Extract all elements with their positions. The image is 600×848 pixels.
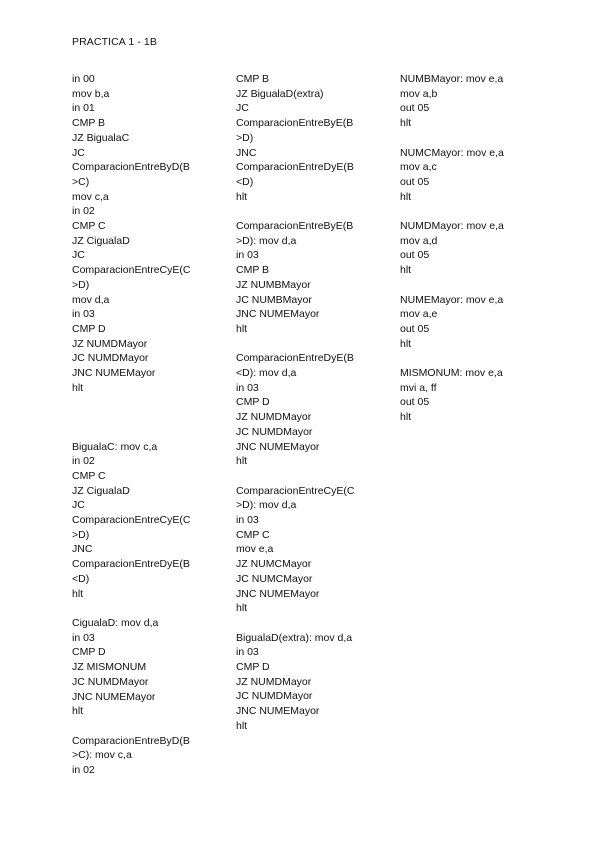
code-line: NUMDMayor: mov e,a	[400, 220, 504, 232]
code-line: <D)	[72, 572, 90, 585]
code-line: JZ NUMBMayor	[236, 278, 311, 291]
code-line: mov a,b	[400, 87, 438, 100]
code-line: mvi a, ff	[400, 381, 437, 394]
code-block	[236, 72, 394, 204]
code-line: hlt	[400, 190, 412, 203]
code-line: in 01	[72, 102, 95, 115]
code-block	[400, 72, 550, 131]
code-line: JNC NUMEMayor	[236, 440, 320, 453]
code-line: JZ MISMONUM	[72, 661, 147, 674]
code-line: JZ CigualaD	[72, 234, 130, 247]
code-line: ComparacionEntreDyE(B	[236, 161, 354, 174]
code-line: JC NUMDMayor	[236, 425, 313, 438]
code-line: >D): mov d,a	[236, 499, 297, 512]
code-line: JC	[236, 102, 249, 115]
code-line: JC NUMCMayor	[236, 572, 313, 585]
code-line: <D)	[236, 175, 254, 188]
code-line: in 02	[72, 764, 95, 776]
code-block	[400, 219, 550, 278]
code-block	[400, 146, 550, 205]
code-block	[400, 293, 550, 352]
code-line: mov a,d	[400, 234, 438, 247]
code-line: mov c,a	[72, 190, 109, 203]
code-line: hlt	[72, 381, 84, 394]
code-block	[72, 734, 230, 778]
code-line: hlt	[400, 264, 412, 277]
code-line: hlt	[236, 190, 248, 203]
code-line: CMP C	[72, 220, 106, 233]
code-line: in 02	[72, 205, 95, 218]
code-line: JZ BigualaC	[72, 131, 130, 144]
code-line: ComparacionEntreByE(B	[236, 117, 354, 130]
code-line: NUMEMayor: mov e,a	[400, 293, 504, 306]
code-line: hlt	[400, 117, 412, 130]
code-column-3	[400, 72, 550, 425]
code-line: NUMBMayor: mov e,a	[400, 73, 504, 85]
code-line: >C)	[72, 175, 90, 188]
code-line: out 05	[400, 396, 430, 409]
code-line: in 02	[72, 455, 95, 468]
code-line: >D): mov d,a	[236, 234, 297, 247]
code-line: JC NUMDMayor	[72, 675, 149, 688]
page-title: PRACTICA 1 - 1B	[72, 36, 157, 48]
code-line: JC	[72, 499, 85, 512]
code-block	[72, 616, 230, 719]
code-line: JZ CigualaD	[72, 484, 130, 497]
code-line: mov b,a	[72, 87, 110, 100]
code-line: in 03	[72, 308, 95, 321]
code-line: JNC	[236, 146, 257, 159]
code-line: ComparacionEntreDyE(B	[72, 558, 190, 571]
code-block	[72, 72, 230, 395]
code-line: JZ NUMCMayor	[236, 558, 312, 571]
code-line: JC	[72, 249, 85, 262]
code-line: CMP D	[72, 322, 106, 335]
code-line: hlt	[236, 719, 248, 732]
code-line: ComparacionEntreByE(B	[236, 220, 354, 233]
code-line: out 05	[400, 175, 430, 188]
code-line: NUMCMayor: mov e,a	[400, 146, 504, 159]
code-line: mov d,a	[72, 293, 110, 306]
code-line: JNC NUMEMayor	[72, 690, 156, 703]
code-line: out 05	[400, 249, 430, 262]
code-block	[400, 366, 550, 425]
code-line: ComparacionEntreCyE(C	[236, 484, 355, 497]
code-line: ComparacionEntreByD(B	[72, 734, 190, 747]
code-line: <D): mov d,a	[236, 367, 297, 380]
code-line: CigualaD: mov d,a	[72, 616, 159, 629]
code-line: CMP B	[236, 73, 270, 85]
code-line: JC NUMDMayor	[236, 690, 313, 703]
code-line: JZ BigualaD(extra)	[236, 87, 324, 100]
code-line: mov e,a	[236, 543, 274, 556]
code-line: hlt	[400, 411, 412, 424]
code-line: JC	[72, 146, 85, 159]
code-line: JNC NUMEMayor	[236, 587, 320, 600]
code-line: ComparacionEntreCyE(C	[72, 264, 191, 277]
code-line: JC NUMDMayor	[72, 352, 149, 365]
code-line: BigualaD(extra): mov d,a	[236, 631, 353, 644]
code-line: CMP B	[72, 117, 106, 130]
code-line: JNC	[72, 543, 93, 556]
code-line: in 03	[236, 514, 259, 527]
code-line: hlt	[236, 322, 248, 335]
code-line: hlt	[236, 602, 248, 615]
code-line: in 03	[236, 381, 259, 394]
code-line: mov a,e	[400, 308, 438, 321]
code-line: JZ NUMDMayor	[236, 675, 312, 688]
code-line: JNC NUMEMayor	[236, 705, 320, 718]
code-line: CMP D	[236, 396, 270, 409]
code-block	[236, 219, 394, 337]
code-line: JNC NUMEMayor	[72, 367, 156, 380]
code-line: CMP D	[72, 646, 106, 659]
code-block	[236, 631, 394, 734]
code-line: JZ NUMDMayor	[72, 337, 148, 350]
code-line: out 05	[400, 102, 430, 115]
code-line: in 03	[72, 631, 95, 644]
code-line: >D)	[72, 528, 90, 541]
code-line: CMP B	[236, 264, 270, 277]
code-column-1	[72, 72, 230, 778]
code-line: ComparacionEntreDyE(B	[236, 352, 354, 365]
code-line: CMP D	[236, 661, 270, 674]
code-line: hlt	[72, 705, 84, 718]
code-block	[72, 440, 230, 602]
code-block	[236, 484, 394, 616]
code-line: in 00	[72, 73, 95, 85]
code-block	[236, 351, 394, 469]
code-line: ComparacionEntreByD(B	[72, 161, 190, 174]
code-line: hlt	[72, 587, 84, 600]
code-line: out 05	[400, 322, 430, 335]
code-line: CMP C	[72, 469, 106, 482]
code-line: >C): mov c,a	[72, 749, 132, 762]
code-line: ComparacionEntreCyE(C	[72, 514, 191, 527]
code-line: MISMONUM: mov e,a	[400, 367, 503, 379]
code-line: BigualaC: mov c,a	[72, 440, 158, 453]
code-line: hlt	[400, 337, 412, 350]
code-line: JNC NUMEMayor	[236, 308, 320, 321]
code-line: JZ NUMDMayor	[236, 411, 312, 424]
code-line: JC NUMBMayor	[236, 293, 312, 306]
code-line: mov a,c	[400, 161, 437, 174]
code-line: >D)	[72, 278, 90, 291]
code-line: hlt	[236, 455, 248, 468]
code-column-2	[236, 72, 394, 734]
code-line: in 03	[236, 249, 259, 262]
code-line: in 03	[236, 646, 259, 659]
code-line: >D)	[236, 131, 254, 144]
code-line: CMP C	[236, 528, 270, 541]
